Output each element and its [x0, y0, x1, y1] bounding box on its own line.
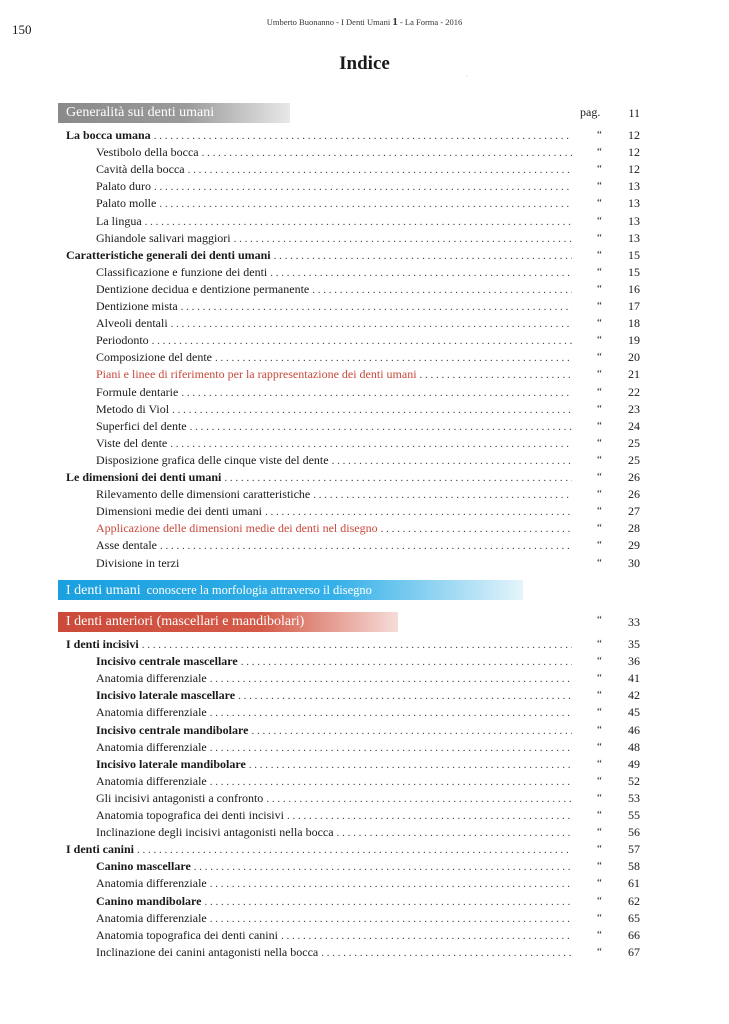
toc-entry[interactable]	[0, 824, 729, 840]
toc-entry[interactable]	[0, 555, 729, 571]
page-title: Indice	[339, 53, 390, 74]
ditto-mark: “	[597, 317, 602, 330]
toc-entry-page: 49	[628, 756, 640, 771]
section-title: I denti umani	[66, 583, 141, 598]
toc-entry-label: Anatomia differenziale . . .	[96, 910, 572, 927]
ditto-mark: “	[597, 774, 602, 787]
toc-entry-page: 61	[628, 876, 640, 891]
toc-entry-page: 42	[628, 688, 640, 703]
toc-entry[interactable]	[0, 893, 729, 909]
toc-entry-page: 20	[628, 350, 640, 365]
toc-entry-label: Dimensioni medie dei denti umani . . .	[96, 503, 572, 520]
toc-entry-page: 35	[628, 637, 640, 651]
ditto-mark: “	[597, 488, 602, 501]
section-subtitle: conoscere la morfologia attraverso il disegno	[146, 583, 372, 597]
toc-entry[interactable]	[0, 636, 729, 652]
toc-entry[interactable]	[0, 910, 729, 926]
ditto-mark: “	[597, 351, 602, 364]
toc-entry-page: 15	[628, 247, 640, 262]
ditto-mark: “	[597, 843, 602, 856]
ditto-mark: “	[597, 723, 602, 736]
toc-entry-label: Viste del dente . . .	[96, 435, 572, 452]
toc-entry[interactable]	[0, 520, 729, 536]
toc-entry-label: Caratteristiche generali dei denti umani . . .	[66, 247, 572, 264]
toc-entry[interactable]	[0, 452, 729, 468]
toc-entry-page: 67	[628, 944, 640, 959]
ditto-mark: “	[597, 197, 602, 210]
ditto-mark: “	[597, 265, 602, 278]
ditto-mark: “	[597, 180, 602, 193]
toc-entry-label: Anatomia differenziale . . .	[96, 773, 572, 790]
toc-entry-label: Composizione del dente . . .	[96, 349, 572, 366]
toc-entry-page: 53	[628, 790, 640, 805]
ditto-mark: “	[597, 471, 602, 483]
toc-entry-label: Dentizione mista . . .	[96, 298, 572, 315]
toc-entry-page: 45	[628, 705, 640, 720]
ditto-mark: “	[597, 911, 602, 924]
toc-entry-page: 13	[628, 213, 640, 228]
ditto-mark: “	[597, 809, 602, 821]
toc-entry-label: La lingua . . .	[96, 213, 572, 230]
toc-entry-page: 16	[628, 281, 640, 296]
ditto-mark: “	[597, 248, 602, 261]
ditto-mark: “	[597, 282, 602, 295]
toc-entry-label: Superfici del dente . . .	[96, 418, 572, 435]
toc-entry-page: 26	[628, 470, 640, 484]
toc-entry-page: 41	[628, 671, 640, 686]
toc-entry-page: 25	[628, 435, 640, 450]
toc-entry[interactable]	[0, 230, 729, 246]
toc-entry[interactable]	[0, 807, 729, 823]
toc-entry[interactable]	[0, 704, 729, 720]
toc-entry[interactable]	[0, 875, 729, 891]
ditto-mark: “	[597, 436, 602, 449]
toc-entry-label: Rilevamento delle dimensioni caratteristiche . . .	[96, 486, 572, 503]
header-title: I Denti Umani	[341, 17, 391, 27]
ditto-mark: “	[597, 231, 602, 244]
section-title: I denti anteriori (mascellari e mandibolari)	[66, 614, 305, 629]
toc-entry[interactable]	[0, 418, 729, 434]
toc-entry[interactable]	[0, 144, 729, 160]
toc-entry[interactable]	[0, 722, 729, 738]
toc-entry-page: 56	[628, 825, 640, 840]
toc-entry-page: 65	[628, 910, 640, 925]
toc-entry-label: Periodonto . . .	[96, 332, 572, 349]
toc-entry[interactable]	[0, 503, 729, 519]
toc-entry-label: Cavità della bocca . . .	[96, 161, 572, 178]
header-volume: 1	[392, 16, 398, 28]
toc-entry[interactable]	[0, 790, 729, 806]
toc-entry-label: Incisivo centrale mascellare . . .	[96, 653, 572, 670]
section-page-row	[0, 105, 729, 121]
toc-entry[interactable]	[0, 773, 729, 789]
toc-entry[interactable]	[0, 384, 729, 400]
ditto-mark: “	[597, 928, 602, 941]
toc-entry-label: Divisione in terzi	[96, 555, 572, 572]
toc-entry-label: Alveoli dentali . . .	[96, 315, 572, 332]
toc-entry-label: Disposizione grafica delle cinque viste del dente . . .	[96, 452, 572, 469]
toc-entry-page: 48	[628, 739, 640, 754]
toc-entry-page: 46	[628, 722, 640, 737]
toc-entry-page: 58	[628, 859, 640, 874]
toc-entry[interactable]	[0, 366, 729, 382]
running-header: Umberto Buonanno - I Denti Umani 1 - La Forma - 2016	[266, 16, 463, 28]
toc-entry[interactable]	[0, 281, 729, 297]
toc-entry-label: Incisivo laterale mascellare . . .	[96, 687, 572, 704]
toc-entry-page: 62	[628, 893, 640, 908]
toc-entry-label: Anatomia differenziale . . .	[96, 875, 572, 892]
toc-entry-label: Vestibolo della bocca . . .	[96, 144, 572, 161]
toc-entry[interactable]	[0, 435, 729, 451]
toc-entry-page: 30	[628, 555, 640, 570]
ditto-mark: “	[597, 539, 602, 552]
toc-entry-label: Canino mandibolare . . .	[96, 893, 572, 910]
toc-entry-label: Anatomia topografica dei denti incisivi . . .	[96, 807, 572, 824]
toc-entry-label: Applicazione delle dimensioni medie dei denti nel disegno . . .	[96, 520, 572, 537]
toc-entry[interactable]	[0, 349, 729, 365]
ditto-mark: “	[597, 522, 602, 535]
toc-entry-label: Classificazione e funzione dei denti . . .	[96, 264, 572, 281]
ditto-mark: “	[597, 334, 602, 347]
toc-entry[interactable]	[0, 927, 729, 943]
toc-entry[interactable]	[0, 944, 729, 960]
toc-entry-page: 13	[628, 179, 640, 194]
header-author: Umberto Buonanno	[266, 17, 334, 27]
toc-entry-label: Canino mascellare . . .	[96, 858, 572, 875]
ditto-mark: “	[597, 385, 602, 398]
ditto-mark: “	[597, 791, 602, 804]
section-title: Generalità sui denti umani	[66, 105, 215, 120]
toc-entry-page: 29	[628, 538, 640, 553]
toc-entry-page: 13	[628, 196, 640, 211]
toc-entry[interactable]	[0, 195, 729, 211]
header-year: 2016	[445, 17, 463, 27]
toc-entry-page: 17	[628, 299, 640, 313]
toc-entry-label: Palato duro . . .	[96, 178, 572, 195]
toc-entry-label: Palato molle . . .	[96, 195, 572, 212]
toc-entry[interactable]	[0, 670, 729, 686]
toc-entry[interactable]	[0, 687, 729, 703]
toc-entry-label: La bocca umana . . .	[66, 127, 572, 144]
toc-entry[interactable]	[0, 298, 729, 314]
toc-entry-page: 55	[628, 808, 640, 822]
ditto-mark: “	[597, 146, 602, 159]
ditto-mark: “	[597, 505, 602, 518]
ditto-mark: “	[597, 453, 602, 466]
toc-entry-page: 12	[628, 128, 640, 142]
toc-entry[interactable]	[0, 841, 729, 857]
ditto-mark: “	[597, 877, 602, 890]
toc-entry-label: Formule dentarie . . .	[96, 384, 572, 401]
toc-entry-label: Gli incisivi antagonisti a confronto . . .	[96, 790, 572, 807]
toc-entry-page: 13	[628, 230, 640, 245]
toc-entry[interactable]	[0, 756, 729, 772]
toc-entry-page: 26	[628, 487, 640, 502]
ditto-mark: “	[597, 163, 602, 176]
section-page-number: 33	[628, 615, 640, 629]
ditto-mark: “	[597, 402, 602, 415]
ditto-mark: “	[597, 368, 602, 381]
toc-entry-label: Ghiandole salivari maggiori . . .	[96, 230, 572, 247]
toc-entry[interactable]	[0, 315, 729, 331]
toc-entry-label: Piani e linee di riferimento per la rappresentazione dei denti umani . . .	[96, 366, 572, 383]
header-subtitle: La Forma	[404, 17, 439, 27]
toc-entry-page: 24	[628, 418, 640, 433]
ditto-mark: “	[597, 826, 602, 839]
toc-entry-page: 22	[628, 384, 640, 399]
toc-entry-page: 66	[628, 927, 640, 942]
toc-entry[interactable]	[0, 653, 729, 669]
ditto-mark: “	[597, 655, 602, 668]
ditto-mark: “	[597, 894, 602, 907]
toc-entry[interactable]	[0, 247, 729, 263]
toc-entry[interactable]	[0, 264, 729, 280]
ditto-mark: “	[597, 556, 602, 569]
toc-entry-label: Incisivo centrale mandibolare . . .	[96, 722, 572, 739]
toc-entry-label: Inclinazione degli incisivi antagonisti nella bocca . . .	[96, 824, 572, 841]
toc-entry-page: 15	[628, 264, 640, 279]
toc-entry[interactable]	[0, 537, 729, 553]
ditto-mark: “	[597, 614, 602, 626]
toc-entry-page: 12	[628, 162, 640, 177]
toc-entry[interactable]	[0, 161, 729, 177]
ditto-mark: “	[597, 300, 602, 312]
ditto-mark: “	[597, 672, 602, 685]
scan-speck: ·	[466, 74, 468, 80]
page-number: 150	[12, 22, 32, 37]
toc-entry-label: Anatomia differenziale . . .	[96, 704, 572, 721]
toc-entry-page: 21	[628, 367, 640, 382]
ditto-mark: “	[597, 945, 602, 958]
toc-entry-page: 52	[628, 773, 640, 788]
toc-entry-label: Metodo di Viol . . .	[96, 401, 572, 418]
toc-entry-label: Anatomia topografica dei denti canini . . .	[96, 927, 572, 944]
toc-entry-page: 27	[628, 504, 640, 519]
toc-entry[interactable]	[0, 127, 729, 143]
toc-entry-label: Anatomia differenziale . . .	[96, 670, 572, 687]
toc-entry[interactable]	[0, 213, 729, 229]
toc-entry-label: Incisivo laterale mandibolare . . .	[96, 756, 572, 773]
toc-entry-label: I denti canini . . .	[66, 841, 572, 858]
toc-entry-label: Asse dentale . . .	[96, 537, 572, 554]
toc-entry[interactable]	[0, 486, 729, 502]
ditto-mark: “	[597, 638, 602, 650]
toc-entry-label: I denti incisivi . . .	[66, 636, 572, 653]
ditto-mark: “	[597, 129, 602, 141]
toc-entry-page: 18	[628, 316, 640, 331]
ditto-mark: “	[597, 740, 602, 753]
toc-entry-page: 57	[628, 842, 640, 857]
toc-entry-page: 36	[628, 654, 640, 669]
toc-entry-label: Le dimensioni dei denti umani . . .	[66, 469, 572, 486]
toc-entry-page: 19	[628, 333, 640, 348]
ditto-mark: “	[597, 214, 602, 227]
ditto-mark: “	[597, 757, 602, 770]
toc-entry-page: 12	[628, 145, 640, 160]
ditto-mark: “	[597, 689, 602, 702]
toc-entry[interactable]	[0, 858, 729, 874]
toc-entry-page: 28	[628, 521, 640, 536]
toc-entry-label: Anatomia differenziale . . .	[96, 739, 572, 756]
toc-entry-page: 23	[628, 401, 640, 416]
toc-entry-label: Dentizione decidua e dentizione permanente . . .	[96, 281, 572, 298]
ditto-mark: “	[597, 860, 602, 873]
toc-entry-label: Inclinazione dei canini antagonisti nella bocca . . .	[96, 944, 572, 961]
ditto-mark: “	[597, 419, 602, 432]
section-page-number: 11	[628, 106, 640, 120]
toc-entry[interactable]	[0, 739, 729, 755]
pag-label: pag.	[580, 105, 601, 119]
ditto-mark: “	[597, 706, 602, 719]
section-page-row	[0, 614, 729, 630]
section-bar	[58, 580, 523, 600]
toc-entry[interactable]	[0, 178, 729, 194]
toc-entry[interactable]	[0, 332, 729, 348]
toc-entry[interactable]	[0, 469, 729, 485]
toc-entry[interactable]	[0, 401, 729, 417]
toc-entry-page: 25	[628, 452, 640, 467]
